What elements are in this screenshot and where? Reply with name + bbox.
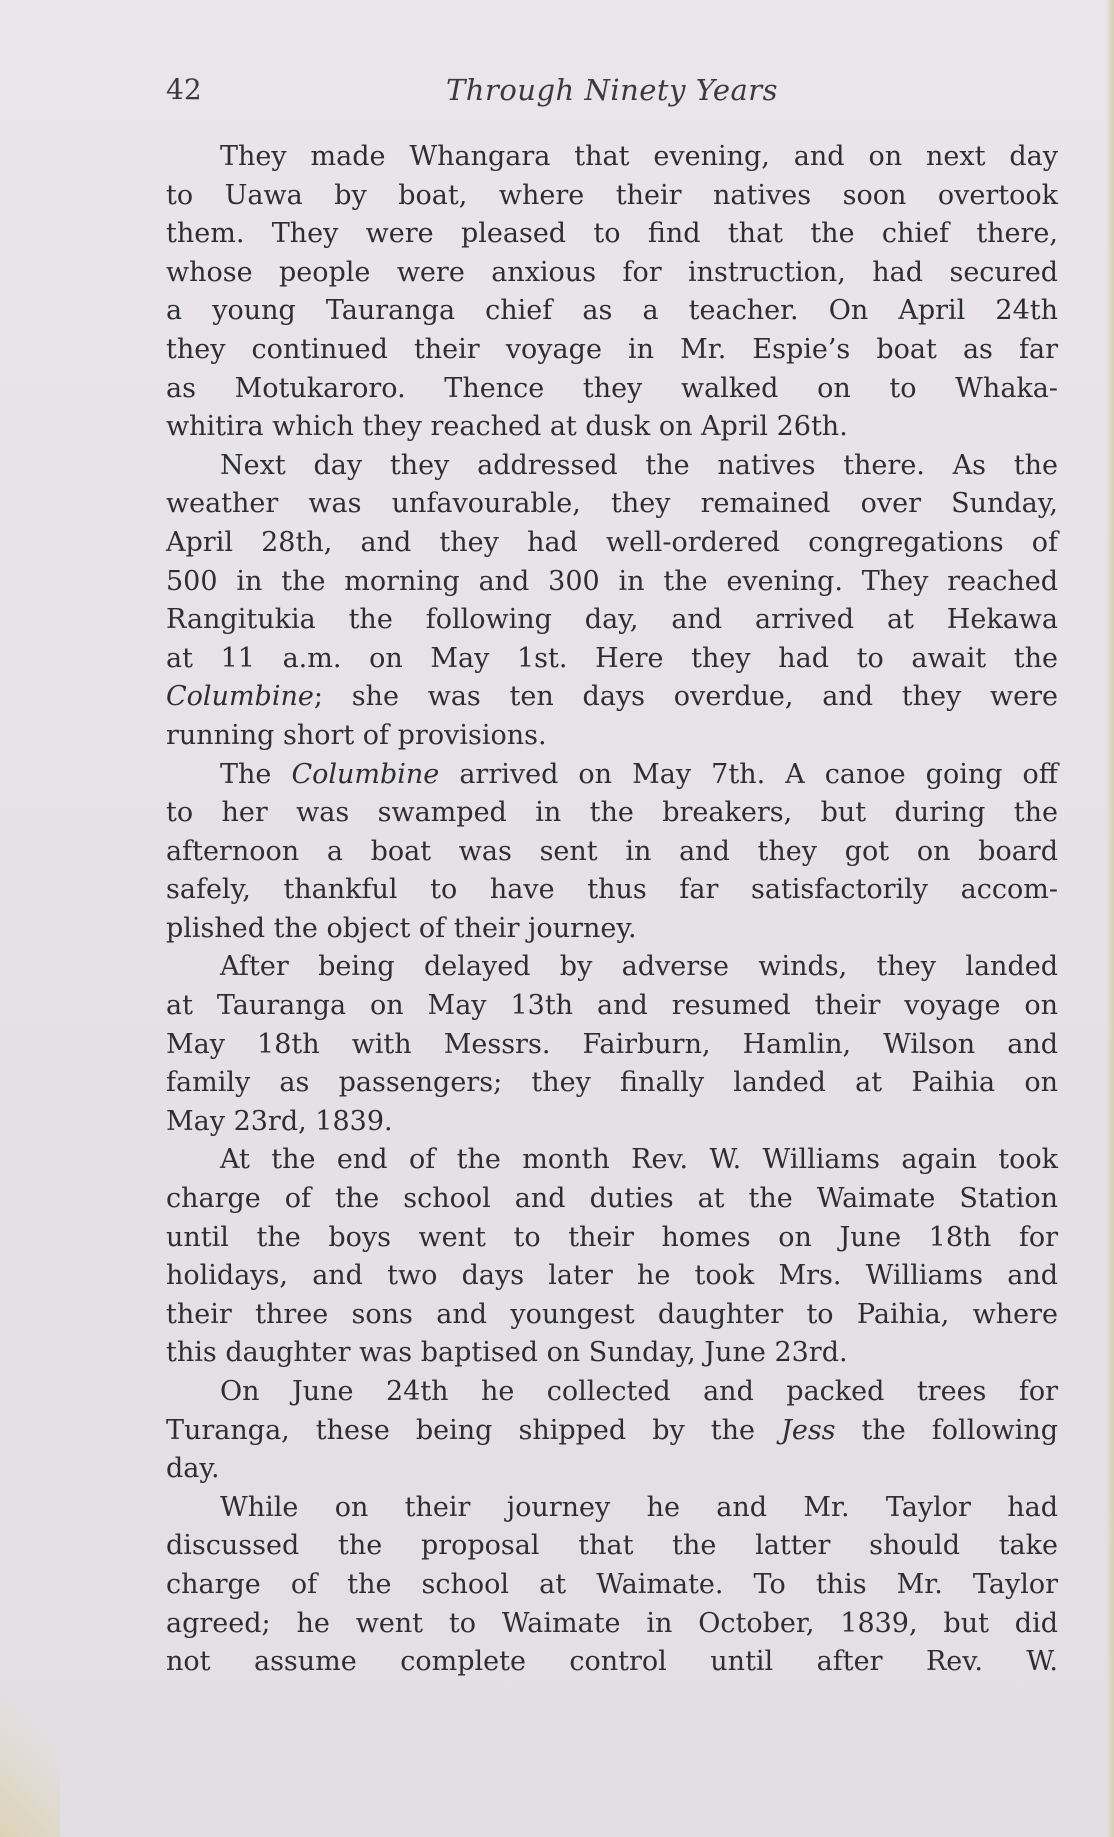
text-line: family as passengers; they finally landed at Paihia on xyxy=(166,1067,1058,1099)
text-line: agreed; he went to Waimate in October, 1839, but did xyxy=(166,1607,1058,1639)
text-line: charge of the school at Waimate. To this Mr. Taylor xyxy=(166,1568,1058,1600)
text-run: Turanga, these being shipped by the xyxy=(166,1414,782,1446)
text-line: them. They were pleased to find that the chief there, xyxy=(166,218,1058,250)
body-text xyxy=(166,138,1058,1682)
text-line: plished the object of their journey. xyxy=(166,912,637,944)
paragraph xyxy=(166,1141,1058,1373)
running-title: Through Ninety Years xyxy=(445,73,779,107)
text-line: On June 24th he collected and packed trees for xyxy=(220,1376,1058,1407)
text-line: May 18th with Messrs. Fairburn, Hamlin, Wilson and xyxy=(166,1028,1058,1060)
ship-name: Columbine xyxy=(166,681,314,713)
paragraph xyxy=(166,1373,1058,1489)
ship-name: Jess xyxy=(781,1414,836,1446)
text-line: this daughter was baptised on Sunday, June 23rd. xyxy=(166,1337,848,1369)
text-line: At the end of the month Rev. W. Williams again took xyxy=(220,1144,1058,1176)
text-line: They made Whangara that evening, and on next day xyxy=(220,141,1058,172)
text-line: While on their journey he and Mr. Taylor had xyxy=(220,1491,1058,1523)
text-line: a young Tauranga chief as a teacher. On April 24th xyxy=(166,295,1058,327)
page-number: 42 xyxy=(166,73,202,106)
text-line: May 23rd, 1839. xyxy=(166,1105,393,1137)
text-run: the following xyxy=(835,1414,1058,1446)
text-line: to Uawa by boat, where their natives soon overtook xyxy=(166,179,1058,211)
paragraph xyxy=(166,447,1058,756)
text-line: their three sons and youngest daughter to Paihia, where xyxy=(166,1298,1058,1330)
text-line: at 11 a.m. on May 1st. Here they had to await the xyxy=(166,642,1058,674)
text-line: holidays, and two days later he took Mrs. Williams and xyxy=(166,1260,1058,1292)
text-line: day. xyxy=(166,1453,220,1485)
text-line: April 28th, and they had well-ordered congregations of xyxy=(166,526,1058,558)
text-line: as Motukaroro. Thence they walked on to Whaka- xyxy=(166,372,1058,404)
text-run: arrived on May 7th. A canoe going off xyxy=(439,758,1058,790)
text-line: 500 in the morning and 300 in the evening. They reached xyxy=(166,565,1058,597)
text-line: until the boys went to their homes on June 18th for xyxy=(166,1221,1058,1253)
ship-name: Columbine xyxy=(291,758,440,790)
text-line: weather was unfavourable, they remained over Sunday, xyxy=(166,488,1058,520)
text-line: they continued their voyage in Mr. Espie’s boat as far xyxy=(166,333,1058,365)
text-line: Rangitukia the following day, and arrived at Hekawa xyxy=(166,604,1058,636)
page-edge-shadow xyxy=(1106,0,1114,1837)
text-line xyxy=(166,1412,1058,1451)
text-line: charge of the school and duties at the Waimate Station xyxy=(166,1183,1058,1215)
text-line: safely, thankful to have thus far satisfactorily accom- xyxy=(166,874,1058,906)
paragraph xyxy=(166,138,1058,447)
paragraph xyxy=(166,756,1058,949)
paragraph xyxy=(166,1489,1058,1682)
text-line: afternoon a boat was sent in and they got on board xyxy=(166,835,1058,867)
text-line: running short of provisions. xyxy=(166,719,547,751)
page-stain xyxy=(0,1677,60,1837)
text-line: at Tauranga on May 13th and resumed their voyage on xyxy=(166,990,1058,1022)
text-line xyxy=(166,756,1058,795)
paragraph xyxy=(166,948,1058,1141)
page-header xyxy=(166,70,1058,110)
text-line: discussed the proposal that the latter should take xyxy=(166,1530,1058,1562)
text-line: After being delayed by adverse winds, they landed xyxy=(220,951,1058,983)
text-line xyxy=(166,678,1058,717)
text-line: whose people were anxious for instruction, had secured xyxy=(166,256,1058,288)
text-line: Next day they addressed the natives there. As the xyxy=(220,449,1058,481)
text-run: The xyxy=(220,758,292,790)
text-line: not assume complete control until after Rev. W. xyxy=(166,1646,1058,1678)
text-run: ; she was ten days overdue, and they were xyxy=(313,681,1058,713)
text-line: whitira which they reached at dusk on April 26th. xyxy=(166,411,848,443)
text-line: to her was swamped in the breakers, but during the xyxy=(166,797,1058,829)
